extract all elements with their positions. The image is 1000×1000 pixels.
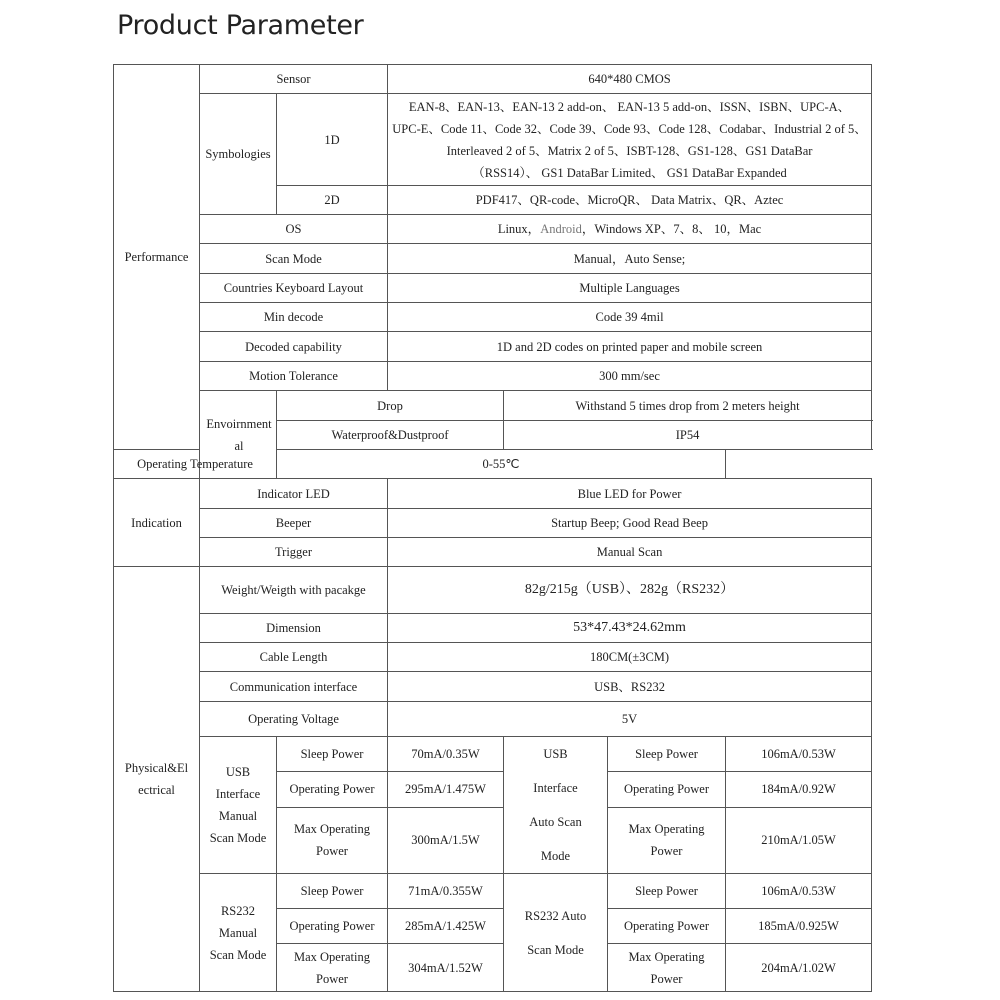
table-row <box>114 244 872 274</box>
section-indication: Indication <box>114 479 200 567</box>
param-label: Sensor <box>200 65 388 94</box>
param-value: 71mA/0.355W <box>388 874 504 909</box>
param-label: Operating Power <box>277 772 388 807</box>
param-value: Code 39 4mil <box>388 303 872 332</box>
param-label: Max Operating Power <box>608 944 726 992</box>
param-value: USB、RS232 <box>388 672 872 702</box>
param-label: Motion Tolerance <box>200 362 388 391</box>
table-row <box>114 94 872 186</box>
param-value: 300 mm/sec <box>388 362 872 391</box>
param-label: Sleep Power <box>608 737 726 772</box>
param-label: Operating Power <box>608 909 726 944</box>
param-value: 5V <box>388 702 872 737</box>
param-label: Operating Power <box>608 772 726 807</box>
mode-rs232-manual: RS232 Manual Scan Mode <box>200 874 277 992</box>
table-row <box>114 874 872 909</box>
param-value: 295mA/1.475W <box>388 772 504 807</box>
param-label: Operating Voltage <box>200 702 388 737</box>
param-value: Linux，Android，Windows XP、7、8、 10，Mac <box>388 215 872 244</box>
param-label: Max Operating Power <box>608 807 726 874</box>
param-value: Withstand 5 times drop from 2 meters height <box>504 391 872 421</box>
param-label: Operating Temperature <box>114 450 277 479</box>
param-value: 1D and 2D codes on printed paper and mobile screen <box>388 332 872 362</box>
param-value: Startup Beep; Good Read Beep <box>388 509 872 538</box>
table-row <box>114 672 872 702</box>
param-label: Max Operating Power <box>277 807 388 874</box>
param-label: OS <box>200 215 388 244</box>
page-title: Product Parameter <box>117 10 364 41</box>
param-value: 210mA/1.05W <box>726 807 872 874</box>
table-row <box>114 567 872 614</box>
param-label: Communication interface <box>200 672 388 702</box>
table-row <box>114 391 872 421</box>
section-performance: Performance <box>114 65 200 450</box>
param-label: Waterproof&Dustproof <box>277 421 504 450</box>
param-value: Multiple Languages <box>388 274 872 303</box>
param-label: Indicator LED <box>200 479 388 509</box>
param-value: 106mA/0.53W <box>726 737 872 772</box>
table-row <box>114 303 872 332</box>
table-row <box>114 274 872 303</box>
table-row <box>114 65 872 94</box>
table-row <box>114 332 872 362</box>
param-label: Weight/Weigth with pacakge <box>200 567 388 614</box>
param-label: Symbologies <box>200 94 277 215</box>
table-row <box>114 509 872 538</box>
param-label: Beeper <box>200 509 388 538</box>
table-row <box>114 362 872 391</box>
mode-rs232-auto: RS232 Auto Scan Mode <box>504 874 608 992</box>
param-value: IP54 <box>504 421 872 450</box>
table-row <box>114 538 872 567</box>
param-value: Manual Scan <box>388 538 872 567</box>
table-row <box>114 614 872 643</box>
param-label: Min decode <box>200 303 388 332</box>
param-value: 70mA/0.35W <box>388 737 504 772</box>
param-value: 0-55℃ <box>277 450 726 479</box>
param-label: Max Operating Power <box>277 944 388 992</box>
param-value: Blue LED for Power <box>388 479 872 509</box>
section-environmental: Envoirnment al <box>200 391 277 479</box>
table-row <box>114 643 872 672</box>
param-sublabel: 1D <box>277 94 388 186</box>
param-value: 180CM(±3CM) <box>388 643 872 672</box>
section-physical: Physical&El ectrical <box>114 567 200 992</box>
param-value: EAN-8、EAN-13、EAN-13 2 add-on、 EAN-13 5 add-on、ISSN、ISBN、UPC-A、 UPC-E、Code 11、Code 32、Code 39、Code 93、Code 128、Codabar、Industrial 2 of 5、 Interleaved 2 of 5、Matrix 2 of 5、ISBT-128、GS1-128、GS1 DataBar （RSS14）、 GS1 DataBar Limited、 GS1 DataBar Expanded <box>388 94 872 186</box>
param-value: 304mA/1.52W <box>388 944 504 992</box>
param-label: Sleep Power <box>608 874 726 909</box>
table-row <box>114 215 872 244</box>
param-label: Cable Length <box>200 643 388 672</box>
param-value: PDF417、QR-code、MicroQR、 Data Matrix、QR、Aztec <box>388 186 872 215</box>
mode-usb-auto: USB Interface Auto Scan Mode <box>504 737 608 874</box>
table-row <box>114 702 872 737</box>
table-row <box>114 737 872 772</box>
param-label: Decoded capability <box>200 332 388 362</box>
param-label: Countries Keyboard Layout <box>200 274 388 303</box>
param-value: 184mA/0.92W <box>726 772 872 807</box>
param-value: 300mA/1.5W <box>388 807 504 874</box>
param-value: 285mA/1.425W <box>388 909 504 944</box>
param-value: 53*47.43*24.62mm <box>388 614 872 643</box>
parameter-table <box>113 64 872 992</box>
param-label: Scan Mode <box>200 244 388 274</box>
param-label: Operating Power <box>277 909 388 944</box>
param-value: 106mA/0.53W <box>726 874 872 909</box>
table-row <box>114 450 872 479</box>
table-row <box>114 479 872 509</box>
param-label: Dimension <box>200 614 388 643</box>
param-label: Sleep Power <box>277 737 388 772</box>
param-label: Drop <box>277 391 504 421</box>
param-label: Trigger <box>200 538 388 567</box>
param-value: 640*480 CMOS <box>388 65 872 94</box>
param-value: 185mA/0.925W <box>726 909 872 944</box>
mode-usb-manual: USB Interface Manual Scan Mode <box>200 737 277 874</box>
param-value: Manual，Auto Sense; <box>388 244 872 274</box>
param-label: Sleep Power <box>277 874 388 909</box>
param-value: 82g/215g（USB）、282g（RS232） <box>388 567 872 614</box>
param-sublabel: 2D <box>277 186 388 215</box>
param-value: 204mA/1.02W <box>726 944 872 992</box>
